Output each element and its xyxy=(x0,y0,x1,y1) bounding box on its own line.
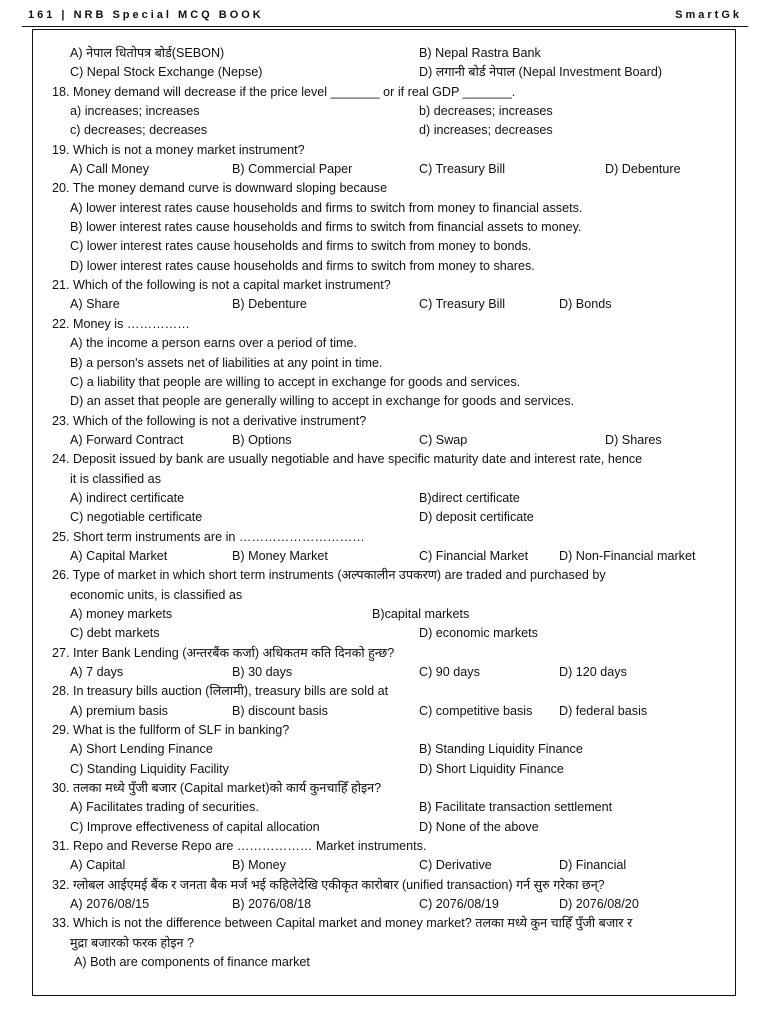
answer-option: C) 90 days xyxy=(419,665,480,679)
answer-option: B) Standing Liquidity Finance xyxy=(419,742,583,757)
question-line: D) an asset that people are generally willing to accept in exchange for goods and services. xyxy=(70,394,575,409)
answer-option: B) Money Market xyxy=(232,548,328,563)
answer-option: B)direct certificate xyxy=(419,490,520,505)
answer-option: b) decreases; increases xyxy=(419,104,553,119)
answer-option: A) Call Money xyxy=(70,162,150,177)
answer-option: D) deposit certificate xyxy=(419,510,534,525)
answer-option: C) competitive basis xyxy=(419,703,533,718)
page-number: 161 xyxy=(28,9,56,21)
answer-option: C) Improve effectiveness of capital allocation xyxy=(70,819,320,834)
mcq-content xyxy=(52,44,732,973)
question-text: 20. The money demand curve is downward sloping because xyxy=(52,181,388,196)
answer-option: a) increases; increases xyxy=(70,104,200,119)
question-text: 31. Repo and Reverse Repo are ……………… Market instruments. xyxy=(52,839,427,854)
question-text: 24. Deposit issued by bank are usually negotiable and have specific maturity date and interest rate, hence xyxy=(52,452,643,467)
question-line: it is classified as xyxy=(70,471,161,486)
option-row xyxy=(52,760,732,779)
answer-option: D) Financial xyxy=(559,858,627,873)
answer-option: B) discount basis xyxy=(232,703,328,718)
answer-option: C) Financial Market xyxy=(419,548,529,563)
answer-option: A) Forward Contract xyxy=(70,432,184,447)
answer-option: D) 120 days xyxy=(559,665,627,679)
question-text: 33. Which is not the difference between Capital market and money market? तलका मध्ये कुन चाहिँ पुँजी बजार र xyxy=(52,916,633,931)
answer-option: A) Share xyxy=(70,297,120,312)
answer-option: c) decreases; decreases xyxy=(70,123,208,138)
question-line: A) lower interest rates cause households and firms to switch from money to financial assets. xyxy=(70,200,583,215)
answer-option: A) Capital Market xyxy=(70,548,168,563)
question-text: 19. Which is not a money market instrument? xyxy=(52,142,305,157)
answer-option: A) premium basis xyxy=(70,703,168,718)
question-line: B) a person's assets net of liabilities at any point in time. xyxy=(70,355,383,370)
answer-option: B) Options xyxy=(232,432,292,447)
option-row xyxy=(52,663,732,682)
answer-option: C) Nepal Stock Exchange (Nepse) xyxy=(70,65,263,80)
answer-option: C) negotiable certificate xyxy=(70,510,203,525)
page-header-left xyxy=(28,9,264,21)
option-row xyxy=(52,547,732,566)
question-line: C) a liability that people are willing to accept in exchange for goods and services. xyxy=(70,374,521,389)
answer-option: B) Debenture xyxy=(232,297,307,312)
answer-option: D) Short Liquidity Finance xyxy=(419,761,564,776)
page-header xyxy=(22,0,748,28)
question-text: 26. Type of market in which short term instruments (अल्पकालीन उपकरण) are traded and purchased by xyxy=(52,568,606,583)
answer-option: D) economic markets xyxy=(419,626,538,641)
option-row xyxy=(52,44,732,63)
option-row xyxy=(52,798,732,817)
answer-option: d) increases; decreases xyxy=(419,123,553,138)
answer-option: C) Standing Liquidity Facility xyxy=(70,761,229,776)
answer-option: A) 2076/08/15 xyxy=(70,897,150,912)
answer-option: C) debt markets xyxy=(70,626,160,641)
answer-option: D) Shares xyxy=(605,432,662,447)
answer-option: C) Swap xyxy=(419,432,468,447)
answer-option: D) Debenture xyxy=(605,162,681,177)
question-text: 32. ग्लोबल आईएमई बैंक र जनता बैक मर्ज भई कहिलेदेखि एकीकृत कारोबार (unified transaction) गर्न सुरु गरेका छन्? xyxy=(52,877,605,892)
header-rule xyxy=(22,26,748,27)
question-text: 30. तलका मध्ये पुँजी बजार (Capital market)को कार्य कुनचाहिँ होइन? xyxy=(52,781,382,796)
answer-option: C) Treasury Bill xyxy=(419,162,506,177)
option-row xyxy=(52,624,732,643)
answer-option: A) money markets xyxy=(70,606,173,621)
answer-option: A) Short Lending Finance xyxy=(70,742,213,757)
answer-option: B) Money xyxy=(232,858,286,873)
question-line: मुद्रा बजारको फरक होइन ? xyxy=(70,935,195,950)
question-text: 21. Which of the following is not a capital market instrument? xyxy=(52,278,391,293)
question-text: 27. Inter Bank Lending (अन्तरबैंक कर्जा) अधिकतम कति दिनको हुन्छ? xyxy=(52,645,395,660)
question-text: 29. What is the fullform of SLF in banking? xyxy=(52,723,290,738)
answer-option: A) Facilitates trading of securities. xyxy=(70,800,259,815)
option-row xyxy=(52,431,732,450)
option-row xyxy=(52,508,732,527)
question-text: 18. Money demand will decrease if the price level _______ or if real GDP _______. xyxy=(52,84,516,99)
option-row xyxy=(52,702,732,721)
option-row xyxy=(52,895,732,914)
option-row xyxy=(52,63,732,82)
question-line: A) the income a person earns over a period of time. xyxy=(70,336,358,351)
question-line: D) lower interest rates cause households and firms to switch from money to shares. xyxy=(70,258,535,273)
answer-option: B) Nepal Rastra Bank xyxy=(419,46,541,60)
answer-option: B) 30 days xyxy=(232,665,293,679)
answer-option: B) 2076/08/18 xyxy=(232,897,312,912)
option-row xyxy=(52,740,732,759)
answer-option: B) Facilitate transaction settlement xyxy=(419,800,613,815)
question-text: 25. Short term instruments are in ………………………… xyxy=(52,529,365,544)
question-text: 28. In treasury bills auction (लिलामी), treasury bills are sold at xyxy=(52,684,389,699)
answer-option: D) Non-Financial market xyxy=(559,548,696,563)
header-separator: | xyxy=(61,9,74,21)
option-row xyxy=(52,489,732,508)
question-line: B) lower interest rates cause households and firms to switch from financial assets to money. xyxy=(70,220,582,235)
option-row xyxy=(52,102,732,121)
answer-option: D) 2076/08/20 xyxy=(559,897,639,912)
option-row xyxy=(52,295,732,314)
answer-option: C) 2076/08/19 xyxy=(419,897,499,912)
option-row xyxy=(52,818,732,837)
answer-option: A) 7 days xyxy=(70,665,124,679)
book-title: NRB Special MCQ BOOK xyxy=(73,9,264,21)
question-line: A) Both are components of finance market xyxy=(74,955,310,970)
answer-option: D) लगानी बोर्ड नेपाल (Nepal Investment Board) xyxy=(419,65,663,80)
answer-option: B) Commercial Paper xyxy=(232,162,353,177)
question-text: 23. Which of the following is not a derivative instrument? xyxy=(52,413,367,428)
brand-name: SmartGk xyxy=(675,9,742,21)
option-row xyxy=(52,121,732,140)
option-row xyxy=(52,856,732,875)
question-line: economic units, is classified as xyxy=(70,587,243,602)
question-line: C) lower interest rates cause households and firms to switch from money to bonds. xyxy=(70,239,532,254)
answer-option: D) Bonds xyxy=(559,297,612,312)
question-text: 22. Money is …………… xyxy=(52,316,190,331)
answer-option: C) Treasury Bill xyxy=(419,297,506,312)
option-row xyxy=(52,160,732,179)
answer-option: A) नेपाल धितोपत्र बोर्ड(SEBON) xyxy=(70,46,225,60)
answer-option: B)capital markets xyxy=(372,606,470,621)
answer-option: A) Capital xyxy=(70,858,126,873)
option-row xyxy=(52,605,732,624)
answer-option: A) indirect certificate xyxy=(70,490,185,505)
answer-option: D) None of the above xyxy=(419,819,539,834)
answer-option: C) Derivative xyxy=(419,858,492,873)
answer-option: D) federal basis xyxy=(559,703,648,718)
